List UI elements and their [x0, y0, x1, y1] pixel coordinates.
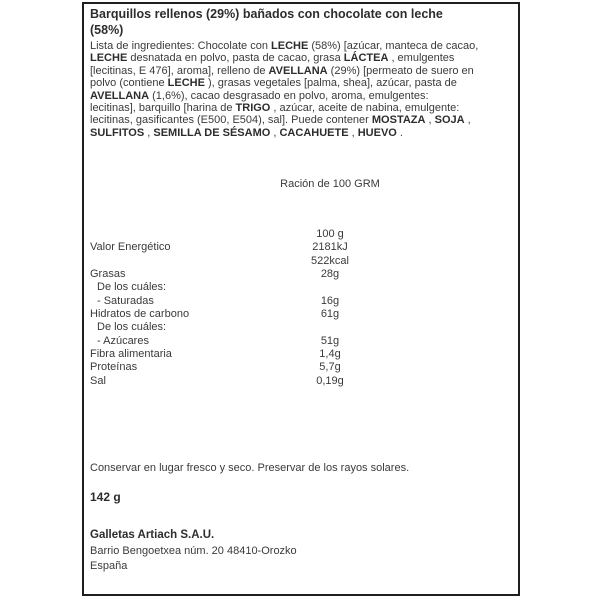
nutrition-row	[90, 268, 514, 281]
ingredient-text-segment: lecitinas], barquillo [harina de	[90, 102, 236, 115]
nutrient-label: Grasas	[90, 268, 126, 281]
product-label-box	[82, 2, 520, 596]
allergen-term: LECHE	[167, 77, 205, 90]
nutrient-label: Valor Energético	[90, 241, 171, 254]
storage-note: Conservar en lugar fresco y seco. Preservar de los rayos solares.	[90, 462, 410, 474]
nutrient-label: De los cuáles:	[97, 281, 167, 294]
ingredient-text-segment: ,	[425, 114, 435, 127]
product-title-line: Barquillos rellenos (29%) bañados con chocolate con leche	[90, 7, 443, 21]
nutrient-value: 16g	[320, 294, 340, 307]
ingredient-text-segment: , azúcar, aceite de nabina, emulgente:	[270, 102, 460, 115]
nutrient-label: De los cuáles:	[97, 321, 167, 334]
nutrition-row	[90, 295, 514, 308]
nutrient-value: 51g	[320, 334, 340, 347]
nutrition-row	[90, 308, 514, 321]
allergen-term: LECHE	[90, 52, 128, 65]
ingredient-text-segment: (1,6%), cacao desgrasado en polvo, aroma, emulgentes:	[149, 89, 429, 102]
product-title-line: (58%)	[90, 23, 124, 37]
nutrition-row	[90, 361, 514, 374]
allergen-term: CACAHUETE	[279, 126, 349, 139]
nutrient-label: Proteínas	[90, 361, 138, 374]
allergen-term: AVELLANA	[90, 89, 150, 102]
ingredient-text-segment: lecitinas, gasificantes (E500, E504), sal]. Puede contener	[90, 114, 372, 127]
ingredient-text-segment: .	[396, 126, 403, 139]
allergen-term: SOJA	[434, 114, 465, 127]
ingredient-text-segment: , emulgentes	[388, 52, 455, 65]
net-weight: 142 g	[90, 490, 121, 504]
ingredient-text-segment: ,	[144, 126, 154, 139]
manufacturer-address: Barrio Bengoetxea núm. 20 48410-Orozko	[90, 544, 297, 557]
nutrient-value: 61g	[320, 308, 340, 321]
nutrient-value: 1,4g	[319, 348, 341, 361]
ingredient-text-segment: (29%) [permeato de suero en	[327, 64, 474, 77]
nutrient-value: 28g	[320, 268, 340, 281]
allergen-term: TRIGO	[235, 102, 271, 115]
product-title	[90, 6, 518, 38]
nutrient-value: 522kcal	[311, 254, 349, 267]
nutrition-row	[90, 228, 514, 241]
ingredient-text-segment: Lista de ingredientes: Chocolate con	[90, 40, 272, 52]
nutrient-value: 2181kJ	[312, 241, 348, 254]
nutrition-row	[90, 241, 514, 254]
nutrition-row	[90, 335, 514, 348]
manufacturer-block	[90, 528, 518, 575]
nutrient-value: 0,19g	[316, 374, 344, 387]
ingredient-text-segment: ), grasas vegetales [palma, shea], azúcar, pasta de	[204, 77, 457, 90]
ingredient-text-segment: ,	[348, 126, 358, 139]
nutrition-row	[90, 255, 514, 268]
allergen-term: AVELLANA	[268, 64, 328, 77]
ingredient-text-segment: [lecitinas, E 476], aroma], relleno de	[90, 64, 269, 77]
ingredient-text-segment: polvo (contiene	[90, 77, 168, 90]
allergen-term: HUEVO	[357, 126, 397, 139]
nutrient-label: Fibra alimentaria	[90, 348, 172, 361]
nutrient-value: 100 g	[316, 228, 344, 240]
serving-size-label: Ración de 100 GRM	[280, 178, 380, 190]
nutrition-row	[90, 281, 514, 294]
allergen-term: SEMILLA DE SÉSAMO	[153, 126, 271, 139]
nutrition-row	[90, 348, 514, 361]
nutrient-label: Hidratos de carbono	[90, 308, 190, 321]
allergen-term: SULFITOS	[90, 126, 145, 139]
manufacturer-country: España	[90, 560, 128, 572]
nutrition-row	[90, 321, 514, 334]
ingredient-text-segment: (58%) [azúcar, manteca de cacao,	[308, 40, 479, 52]
nutrition-table	[90, 228, 514, 388]
ingredient-text-segment: desnatada en polvo, pasta de cacao, grasa	[127, 52, 344, 65]
ingredient-text-segment: ,	[464, 114, 471, 127]
allergen-term: LECHE	[271, 40, 309, 52]
nutrient-value: 5,7g	[319, 361, 341, 374]
allergen-term: LÁCTEA	[343, 52, 389, 65]
allergen-term: MOSTAZA	[371, 114, 426, 127]
ingredient-text-segment: ,	[270, 126, 280, 139]
nutrition-row	[90, 375, 514, 388]
manufacturer-name: Galletas Artiach S.A.U.	[90, 529, 215, 541]
nutrient-label: - Saturadas	[97, 294, 154, 307]
ingredients-text	[90, 40, 518, 139]
nutrient-label: Sal	[90, 374, 106, 387]
nutrient-label: - Azúcares	[97, 334, 149, 347]
